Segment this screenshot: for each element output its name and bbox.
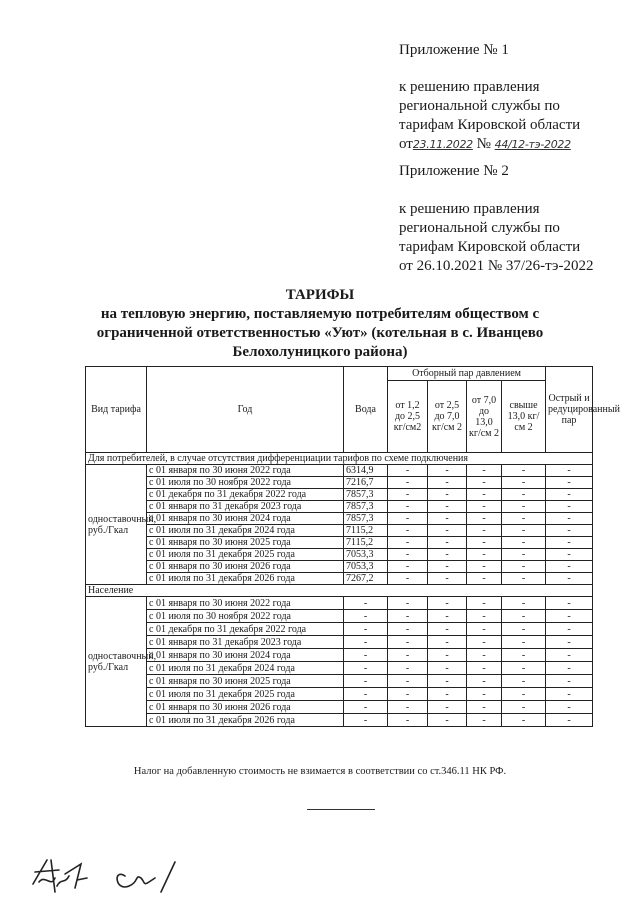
dash-cell: - — [428, 675, 467, 688]
dash-cell: - — [388, 688, 428, 701]
divider-line — [307, 809, 375, 810]
dash-cell: - — [388, 636, 428, 649]
dash-cell: - — [388, 525, 428, 537]
water-value-cell: 7053,3 — [344, 561, 388, 573]
heading-title: ТАРИФЫ — [285, 287, 355, 303]
dash-cell: - — [467, 610, 502, 623]
dash-cell: - — [388, 610, 428, 623]
water-value-cell: - — [344, 701, 388, 714]
dash-cell: - — [546, 477, 593, 489]
appendix-2-line3: тарифам Кировской области — [399, 239, 581, 255]
dash-cell: - — [467, 525, 502, 537]
handwritten-number: 44/12-тэ-2022 — [494, 138, 571, 151]
appendix-2-line2: региональной службы по — [399, 220, 560, 236]
table-row — [86, 623, 593, 636]
water-value-cell: 7216,7 — [344, 477, 388, 489]
dash-cell: - — [502, 636, 546, 649]
dash-cell: - — [502, 525, 546, 537]
water-value-cell: 7267,2 — [344, 573, 388, 585]
table-row — [86, 597, 593, 610]
water-value-cell: 7115,2 — [344, 525, 388, 537]
table-row — [86, 662, 593, 675]
tariff-type-cell: одноставочный, руб./Гкал — [86, 465, 147, 585]
water-value-cell: 7857,3 — [344, 513, 388, 525]
handwritten-date: 23.11.2022 — [412, 138, 473, 151]
dash-cell: - — [502, 688, 546, 701]
dash-cell: - — [428, 701, 467, 714]
water-value-cell: 7857,3 — [344, 501, 388, 513]
water-value-cell: - — [344, 688, 388, 701]
vat-footnote: Налог на добавленную стоимость не взимается в соответствии со ст.346.11 НК РФ. — [133, 766, 507, 777]
dash-cell: - — [467, 714, 502, 727]
appendix-2-title: Приложение № 2 — [399, 163, 509, 179]
period-cell: с 01 января по 31 декабря 2023 года — [147, 636, 344, 649]
table-row — [86, 549, 593, 561]
appendix-2-line4: от 26.10.2021 № 37/26-тэ-2022 — [399, 258, 594, 274]
dash-cell: - — [388, 537, 428, 549]
table-row — [86, 525, 593, 537]
dash-cell: - — [502, 623, 546, 636]
dash-cell: - — [428, 597, 467, 610]
dash-cell: - — [546, 549, 593, 561]
dash-cell: - — [467, 465, 502, 477]
appendix-2-block — [399, 162, 593, 276]
dash-cell: - — [388, 675, 428, 688]
period-cell: с 01 декабря по 31 декабря 2022 года — [147, 623, 344, 636]
appendix-1-line3: тарифам Кировской области — [399, 117, 581, 133]
water-value-cell: - — [344, 649, 388, 662]
dash-cell: - — [467, 501, 502, 513]
dash-cell: - — [388, 597, 428, 610]
period-cell: с 01 декабря по 31 декабря 2022 года — [147, 489, 344, 501]
dash-cell: - — [467, 573, 502, 585]
tariff-table — [85, 366, 620, 727]
dash-cell: - — [502, 513, 546, 525]
appendix-1-line1: к решению правления — [399, 79, 540, 95]
dash-cell: - — [546, 714, 593, 727]
appendix-1-line2: региональной службы по — [399, 98, 560, 114]
table-row — [86, 714, 593, 727]
table-row — [86, 489, 593, 501]
dash-cell: - — [467, 701, 502, 714]
dash-cell: - — [428, 573, 467, 585]
dash-cell: - — [428, 662, 467, 675]
dash-cell: - — [467, 561, 502, 573]
dash-cell: - — [388, 573, 428, 585]
dash-cell: - — [546, 636, 593, 649]
period-cell: с 01 июля по 31 декабря 2024 года — [147, 662, 344, 675]
dash-cell: - — [467, 623, 502, 636]
header-water: Вода — [344, 367, 388, 453]
section-label: Для потребителей, в случае отсутствия дифференциации тарифов по схеме подключения — [86, 453, 593, 465]
period-cell: с 01 января по 30 июня 2026 года — [147, 561, 344, 573]
dash-cell: - — [388, 513, 428, 525]
dash-cell: - — [428, 610, 467, 623]
dash-cell: - — [502, 573, 546, 585]
dash-cell: - — [467, 675, 502, 688]
dash-cell: - — [388, 649, 428, 662]
dash-cell: - — [502, 649, 546, 662]
header-tariff-type: Вид тарифа — [86, 367, 147, 453]
dash-cell: - — [546, 597, 593, 610]
dash-cell: - — [502, 701, 546, 714]
dash-cell: - — [388, 623, 428, 636]
heading-line2: ограниченной ответственностью «Уют» (котельная в с. Иванцево — [96, 325, 544, 341]
table-row — [86, 513, 593, 525]
dash-cell: - — [388, 477, 428, 489]
period-cell: с 01 января по 30 июня 2025 года — [147, 537, 344, 549]
appendix-1-block — [399, 41, 580, 154]
water-value-cell: - — [344, 597, 388, 610]
dash-cell: - — [388, 465, 428, 477]
dash-cell: - — [388, 714, 428, 727]
dash-cell: - — [388, 701, 428, 714]
date-prefix: от — [399, 136, 413, 152]
period-cell: с 01 января по 31 декабря 2023 года — [147, 501, 344, 513]
period-cell: с 01 июля по 31 декабря 2026 года — [147, 714, 344, 727]
dash-cell: - — [546, 489, 593, 501]
tariff-type-cell: одноставочный, руб./Гкал — [86, 597, 147, 727]
period-cell: с 01 июля по 30 ноября 2022 года — [147, 477, 344, 489]
appendix-2-line1: к решению правления — [399, 201, 540, 217]
heading-line3: Белохолуницкого района) — [232, 344, 408, 360]
dash-cell: - — [428, 688, 467, 701]
dash-cell: - — [546, 701, 593, 714]
header-steam-1: от 1,2 до 2,5 кг/см2 — [388, 381, 428, 453]
dash-cell: - — [546, 537, 593, 549]
dash-cell: - — [546, 561, 593, 573]
period-cell: с 01 января по 30 июня 2026 года — [147, 701, 344, 714]
dash-cell: - — [467, 597, 502, 610]
dash-cell: - — [428, 714, 467, 727]
document-heading — [0, 286, 640, 362]
dash-cell: - — [428, 489, 467, 501]
dash-cell: - — [546, 649, 593, 662]
dash-cell: - — [502, 549, 546, 561]
period-cell: с 01 июля по 31 декабря 2025 года — [147, 688, 344, 701]
water-value-cell: 7115,2 — [344, 537, 388, 549]
period-cell: с 01 июля по 31 декабря 2024 года — [147, 525, 344, 537]
table-row — [86, 537, 593, 549]
water-value-cell: - — [344, 714, 388, 727]
handwritten-signatures — [25, 848, 195, 896]
dash-cell: - — [428, 623, 467, 636]
dash-cell: - — [502, 561, 546, 573]
table-row — [86, 688, 593, 701]
dash-cell: - — [467, 513, 502, 525]
dash-cell: - — [502, 675, 546, 688]
period-cell: с 01 июля по 30 ноября 2022 года — [147, 610, 344, 623]
water-value-cell: - — [344, 636, 388, 649]
water-value-cell: - — [344, 610, 388, 623]
table-row — [86, 610, 593, 623]
dash-cell: - — [388, 549, 428, 561]
dash-cell: - — [546, 662, 593, 675]
dash-cell: - — [428, 649, 467, 662]
water-value-cell: - — [344, 623, 388, 636]
header-steam-4: свыше 13,0 кг/см 2 — [502, 381, 546, 453]
dash-cell: - — [467, 636, 502, 649]
dash-cell: - — [502, 610, 546, 623]
header-steam: Отборный пар давлением — [388, 367, 546, 381]
dash-cell: - — [546, 688, 593, 701]
header-steam-3: от 7,0 до 13,0 кг/см 2 — [467, 381, 502, 453]
dash-cell: - — [388, 662, 428, 675]
period-cell: с 01 июля по 31 декабря 2026 года — [147, 573, 344, 585]
section-row — [86, 453, 593, 465]
dash-cell: - — [546, 525, 593, 537]
dash-cell: - — [428, 549, 467, 561]
dash-cell: - — [428, 537, 467, 549]
dash-cell: - — [467, 489, 502, 501]
dash-cell: - — [502, 537, 546, 549]
period-cell: с 01 января по 30 июня 2022 года — [147, 597, 344, 610]
section-row — [86, 585, 593, 597]
table-row — [86, 636, 593, 649]
dash-cell: - — [546, 610, 593, 623]
water-value-cell: 7053,3 — [344, 549, 388, 561]
dash-cell: - — [502, 489, 546, 501]
appendix-1-date-line — [399, 135, 580, 154]
water-value-cell: 6314,9 — [344, 465, 388, 477]
dash-cell: - — [546, 675, 593, 688]
dash-cell: - — [428, 525, 467, 537]
water-value-cell: 7857,3 — [344, 489, 388, 501]
table-row — [86, 465, 593, 477]
dash-cell: - — [388, 501, 428, 513]
dash-cell: - — [467, 537, 502, 549]
header-year: Год — [147, 367, 344, 453]
dash-cell: - — [467, 662, 502, 675]
dash-cell: - — [546, 573, 593, 585]
table-row — [86, 701, 593, 714]
dash-cell: - — [546, 501, 593, 513]
period-cell: с 01 января по 30 июня 2024 года — [147, 649, 344, 662]
header-steam-2: от 2,5 до 7,0 кг/см 2 — [428, 381, 467, 453]
period-cell: с 01 июля по 31 декабря 2025 года — [147, 549, 344, 561]
period-cell: с 01 января по 30 июня 2025 года — [147, 675, 344, 688]
dash-cell: - — [546, 623, 593, 636]
dash-cell: - — [428, 513, 467, 525]
dash-cell: - — [467, 688, 502, 701]
dash-cell: - — [546, 465, 593, 477]
dash-cell: - — [467, 649, 502, 662]
number-prefix: № — [476, 136, 491, 152]
dash-cell: - — [467, 477, 502, 489]
dash-cell: - — [502, 597, 546, 610]
dash-cell: - — [502, 714, 546, 727]
dash-cell: - — [388, 561, 428, 573]
table-row — [86, 573, 593, 585]
dash-cell: - — [388, 489, 428, 501]
dash-cell: - — [428, 465, 467, 477]
appendix-1-title: Приложение № 1 — [399, 42, 509, 58]
dash-cell: - — [428, 561, 467, 573]
dash-cell: - — [502, 465, 546, 477]
water-value-cell: - — [344, 675, 388, 688]
dash-cell: - — [467, 549, 502, 561]
section-label: Население — [86, 585, 593, 597]
period-cell: с 01 января по 30 июня 2024 года — [147, 513, 344, 525]
table-row — [86, 649, 593, 662]
period-cell: с 01 января по 30 июня 2022 года — [147, 465, 344, 477]
header-live-steam: Острый и редуцированный пар — [546, 367, 593, 453]
table-row — [86, 477, 593, 489]
dash-cell: - — [502, 501, 546, 513]
dash-cell: - — [428, 501, 467, 513]
table-row — [86, 675, 593, 688]
dash-cell: - — [428, 477, 467, 489]
heading-line1: на тепловую энергию, поставляемую потребителям обществом с — [100, 306, 540, 322]
dash-cell: - — [428, 636, 467, 649]
dash-cell: - — [502, 662, 546, 675]
water-value-cell: - — [344, 662, 388, 675]
table-row — [86, 501, 593, 513]
table-row — [86, 561, 593, 573]
dash-cell: - — [502, 477, 546, 489]
dash-cell: - — [546, 513, 593, 525]
